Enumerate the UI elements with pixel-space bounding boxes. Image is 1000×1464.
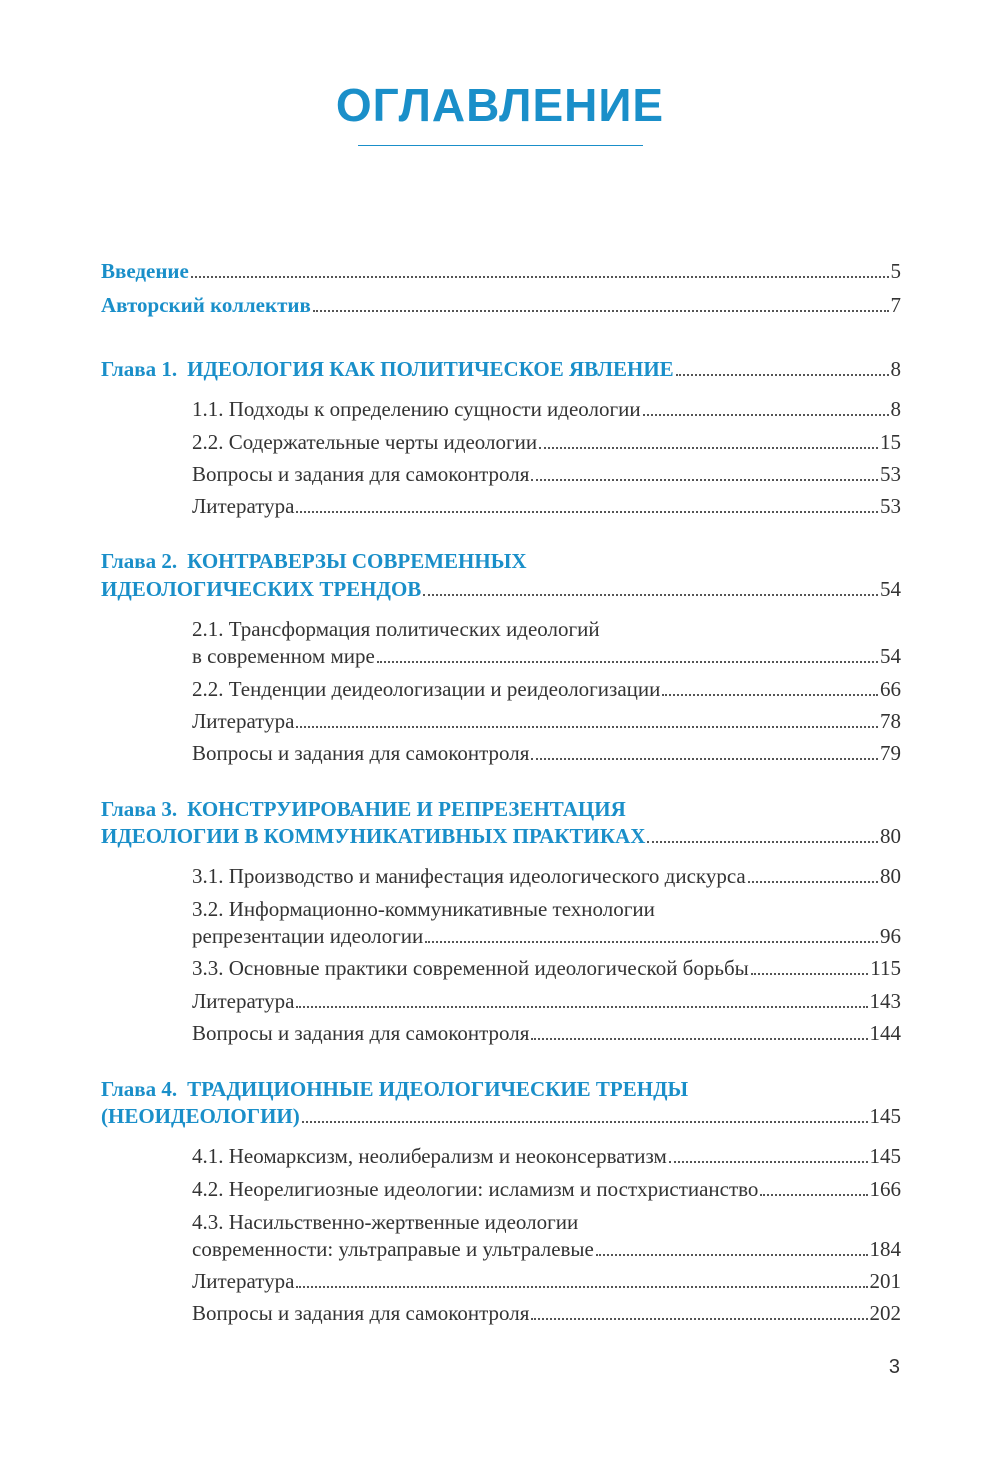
chapter-title: ИДЕОЛОГИИ В КОММУНИКАТИВНЫХ ПРАКТИКАХ [101,824,646,848]
toc-item-title: Вопросы и задания для самоконтроля [192,462,530,486]
toc-item[interactable] [192,396,901,422]
toc-item-page: 184 [869,1237,901,1261]
toc-entry-page: 80 [880,824,901,848]
dot-leader [662,694,878,696]
toc-item-page: 144 [869,1021,901,1045]
toc-item-page: 79 [880,741,901,765]
toc-item-title: 3.1. Производство и манифестация идеологического дискурса [192,864,746,888]
toc-item-title: 4.2. Неорелигиозные идеологии: исламизм и постхристианство [192,1177,759,1201]
toc-item-title: Литература [192,989,295,1013]
toc-item-page: 115 [870,956,901,980]
page-number: 3 [888,1356,900,1378]
toc-item-title: Литература [192,494,295,518]
toc-item-page: 143 [869,989,901,1013]
chapter-title-line[interactable] [101,1076,688,1102]
toc-entry-page: 7 [890,293,901,317]
toc-item[interactable] [192,1143,901,1169]
toc-item[interactable] [192,1176,901,1202]
toc-item-line[interactable]: 2.1. Трансформация политических идеологий [192,617,600,641]
chapter-title: (НЕОИДЕОЛОГИИ) [101,1104,300,1128]
title-underline [358,145,643,146]
dot-leader [302,1121,868,1123]
dot-leader [669,1161,868,1163]
toc-entry-title: Введение [101,259,189,283]
chapter-title: ИДЕОЛОГИЧЕСКИХ ТРЕНДОВ [101,577,422,601]
dot-leader [531,758,878,760]
toc-item-title: современности: ультраправые и ультралевые [192,1237,594,1261]
toc-item-title: Вопросы и задания для самоконтроля [192,741,530,765]
dot-leader [643,414,889,416]
dot-leader [760,1194,867,1196]
page-title: ОГЛАВЛЕНИЕ [335,79,665,131]
toc-item-title: 2.2. Содержательные черты идеологии [192,430,538,454]
toc-chapter-1[interactable] [101,356,901,382]
dot-leader [647,841,878,843]
toc-item[interactable] [192,493,901,519]
toc-item[interactable] [192,643,901,669]
chapter-title: КОНТРАВЕРЗЫ СОВРЕМЕННЫХ [187,549,527,573]
toc-entry-authors[interactable] [101,292,901,318]
toc-item[interactable] [192,1300,901,1326]
toc-entry-page: 54 [880,577,901,601]
toc-item[interactable] [192,1236,901,1262]
toc-item-title: Литература [192,709,295,733]
dot-leader [296,1006,867,1008]
toc-item-line[interactable]: 3.2. Информационно-коммуникативные технологии [192,897,655,921]
dot-leader [531,1318,867,1320]
toc-item[interactable] [192,740,901,766]
toc-chapter-4[interactable] [101,1103,901,1129]
toc-item-page: 80 [880,864,901,888]
toc-item-page: 145 [869,1144,901,1168]
toc-chapter-3[interactable] [101,823,901,849]
chapter-label: Глава 1. [101,357,178,381]
toc-item-title: Вопросы и задания для самоконтроля [192,1301,530,1325]
toc-item-page: 66 [880,677,901,701]
toc-item[interactable] [192,676,901,702]
toc-item-title: репрезентации идеологии [192,924,424,948]
toc-item[interactable] [192,429,901,455]
toc-item[interactable] [192,923,901,949]
toc-item[interactable] [192,955,901,981]
toc-item[interactable] [192,1020,901,1046]
toc-item-page: 166 [869,1177,901,1201]
toc-item-page: 53 [880,462,901,486]
chapter-title-line[interactable] [101,548,527,574]
chapter-label: Глава 2. [101,549,178,573]
dot-leader [296,1286,867,1288]
chapter-title: ИДЕОЛОГИЯ КАК ПОЛИТИЧЕСКОЕ ЯВЛЕНИЕ [187,357,674,381]
dot-leader [676,374,889,376]
toc-item[interactable] [192,863,901,889]
dot-leader [596,1254,868,1256]
toc-entry-page: 5 [890,259,901,283]
toc-item-page: 8 [890,397,901,421]
toc-item[interactable] [192,1268,901,1294]
toc-item-title: 4.1. Неомарксизм, неолиберализм и неоконсерватизм [192,1144,667,1168]
toc-entry-page: 8 [890,357,901,381]
chapter-label: Глава 4. [101,1077,178,1101]
chapter-title: КОНСТРУИРОВАНИЕ И РЕПРЕЗЕНТАЦИЯ [187,797,626,821]
dot-leader [377,661,878,663]
toc-entry-page: 145 [869,1104,901,1128]
dot-leader [313,310,889,312]
toc-item-page: 15 [880,430,901,454]
dot-leader [296,511,878,513]
dot-leader [296,726,878,728]
toc-entry-title: Авторский коллектив [101,293,311,317]
toc-item-title: 1.1. Подходы к определению сущности идеологии [192,397,641,421]
toc-item[interactable] [192,708,901,734]
toc-item-page: 96 [880,924,901,948]
toc-item-title: Вопросы и задания для самоконтроля [192,1021,530,1045]
toc-item-title: Литература [192,1269,295,1293]
chapter-title-line[interactable] [101,796,626,822]
dot-leader [191,276,889,278]
dot-leader [751,973,869,975]
toc-item-page: 53 [880,494,901,518]
toc-chapter-2[interactable] [101,576,901,602]
toc-item-title: 2.2. Тенденции деидеологизации и реидеологизации [192,677,661,701]
chapter-label: Глава 3. [101,797,178,821]
toc-entry-introduction[interactable] [101,258,901,284]
dot-leader [531,1038,867,1040]
dot-leader [748,881,878,883]
toc-item-page: 78 [880,709,901,733]
toc-item-page: 54 [880,644,901,668]
toc-item-title: 3.3. Основные практики современной идеологической борьбы [192,956,749,980]
dot-leader [539,447,878,449]
dot-leader [423,594,878,596]
toc-item[interactable] [192,988,901,1014]
dot-leader [531,479,878,481]
dot-leader [425,941,878,943]
toc-item[interactable] [192,461,901,487]
chapter-title: ТРАДИЦИОННЫЕ ИДЕОЛОГИЧЕСКИЕ ТРЕНДЫ [187,1077,689,1101]
toc-item-page: 202 [869,1301,901,1325]
toc-item-title: в современном мире [192,644,375,668]
toc-item-page: 201 [869,1269,901,1293]
toc-item-line[interactable]: 4.3. Насильственно-жертвенные идеологии [192,1210,579,1234]
